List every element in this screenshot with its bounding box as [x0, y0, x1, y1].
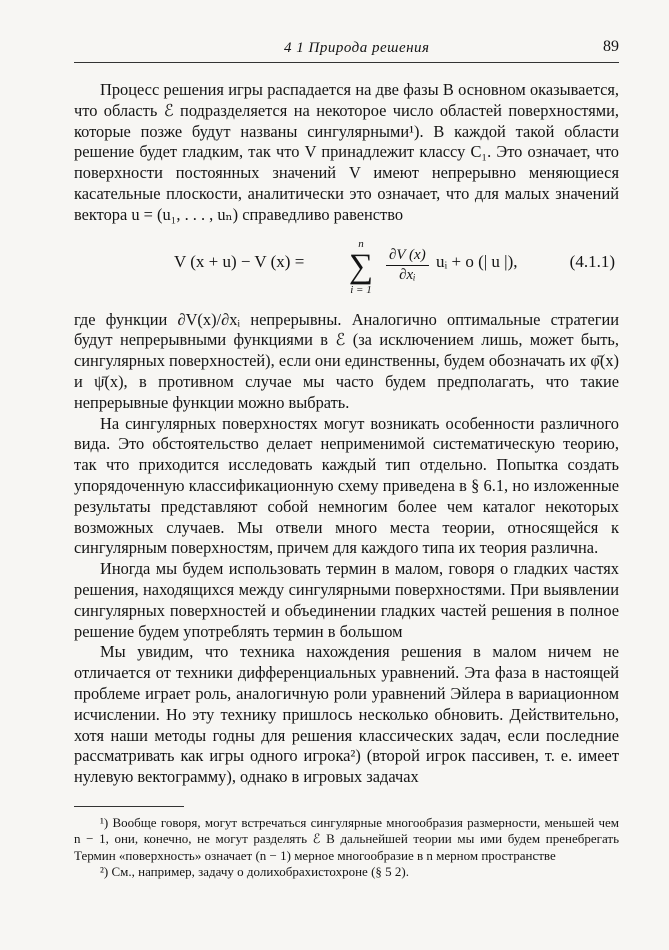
- equation-rhs: uᵢ + o (| u |),: [436, 251, 518, 271]
- footnotes: [74, 806, 619, 881]
- page-number: 89: [603, 38, 619, 55]
- paragraph: На сингулярных поверхностях могут возникать особенности различного вида. Это обстоятельство делает неприменимой систематическую теорию, так что приходится исследовать каждый тип отдельно. Попытка создать упорядоченную классификационную схему приведена в § 6.1, но изложенные результаты представляют собой немногим более чем каталог некоторых возможных случаев. Мы отвели много места теории, относящейся к сингулярным поверхностям, причем для каждого типа их теория различна.: [74, 413, 619, 558]
- footnote: ²) См., например, задачу о долихобрахистохроне (§ 5 2).: [100, 864, 409, 880]
- equation-number: (4.1.1): [569, 251, 615, 271]
- summation: [346, 238, 376, 296]
- paragraph: Иногда мы будем использовать термин в малом, говоря о гладких частях решения, находящихся между сингулярными поверхностями. При выявлении сингулярных поверхностей и объединении гладких частей решения в полное решение будем употреблять термин в большом: [74, 559, 619, 641]
- equation-lhs: V (x + u) − V (x) =: [174, 251, 305, 271]
- footnote-divider: [74, 806, 184, 807]
- equation-4-1-1: [74, 230, 619, 308]
- paragraph: где функции ∂V(x)/∂xᵢ непрерывны. Аналогично оптимальные стратегии будут непрерывными функциями в ℰ (за исключением лишь, может быть, сингулярных поверхностей), если они единственны, будем обозначать их φ̄(x) и ψ̄(x), в противном случае мы часто будем предполагать, что такие непрерывные функции можно выбрать.: [74, 309, 619, 412]
- fraction-numerator: ∂V (x): [386, 246, 429, 266]
- paragraph: Процесс решения игры распадается на две фазы В основном оказывается, что область ℰ подразделяется на некоторое число областей поверхностями, которые позже будут названы сингулярными¹). В каждой такой области решение будет гладким, так что V принадлежит классу C₁. Это означает, что поверхности постоянных значений V имеют непрерывно меняющиеся касательные плоскости, аналитически это означает, что для малых значений вектора u = (u₁, . . . , uₙ) справедливо равенство: [74, 80, 619, 224]
- page-body: [74, 80, 619, 788]
- footnote: ¹) Вообще говоря, могут встречаться сингулярные многообразия размерности, меньшей чем n − 1, они, конечно, не могут разделять ℰ В дальнейшей теории мы ими будем пренебрегать Термин «поверхность» означает (n − 1) мерное многообразие в n мерном пространстве: [74, 815, 619, 863]
- running-header: [74, 38, 619, 63]
- sum-upper-limit: n: [358, 237, 364, 250]
- sum-symbol: ∑: [348, 247, 374, 285]
- partial-derivative-fraction: [386, 246, 429, 285]
- sum-lower-limit: i = 1: [350, 283, 372, 296]
- paragraph: Мы увидим, что техника нахождения решения в малом ничем не отличается от техники дифференциальных уравнений. Эта фаза в настоящей проблеме играет роль, аналогичную роли уравнений Эйлера в вариационном исчислении. Но эту технику пришлось несколько обновить. Действительно, хотя наши методы годны для решения классических задач, если последние рассматривать как игры одного игрока²) (второй игрок пассивен, т. е. имеет нулевую вектограмму), однако в игровых задачах: [74, 642, 619, 787]
- running-title: 4 1 Природа решения: [284, 40, 430, 56]
- fraction-denominator: ∂xᵢ: [399, 266, 416, 283]
